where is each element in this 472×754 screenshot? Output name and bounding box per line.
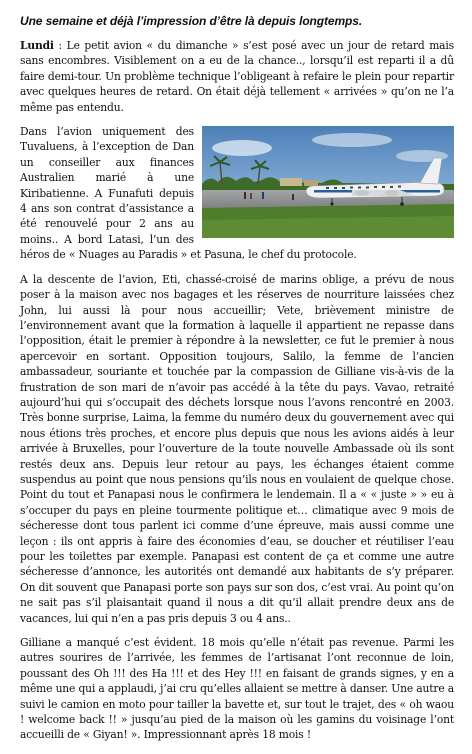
airplane-photo (202, 126, 454, 238)
building (304, 180, 318, 186)
paragraph-on-plane: Dans l’avion uniquement des Tuvaluens, à l’exception de Dan un conseiller aux finances Australien marié à une Kiribatienne. A Funafuti depuis 4 ans son contrat d’assistance a été renouvelé pour 2 ans au moins.. A bord Latasi, l’un des héros de « Nuages au Paradis » et Pasuna, le chef du protocole. (20, 125, 357, 262)
cloud (212, 140, 272, 156)
cloud (312, 133, 392, 147)
building (280, 178, 302, 186)
paragraph-monday-text: : Le petit avion « du dimanche » s’est posé avec un jour de retard mais sans encombres. Visiblement on a eu de la chance.., lorsqu’il est reparti il a dû faire demi-tour. Un problème technique l’obligeant à refaire le plein pour repartir avec quelques heures de retard. On était déjà tellement « arrivées » qu’on ne l’a même pas entendu. (20, 39, 454, 114)
photo-block (20, 124, 454, 263)
day-label: Lundi (20, 39, 54, 52)
article (20, 14, 454, 752)
paragraph-arrival: A la descente de l’avion, Eti, chassé-croisé de marins oblige, a prévu de nous poser à la maison avec nos bagages et les réserves de nourriture laissées chez John, lui aussi là pour nous accueillir; Vete, brièvement ministre de l’environnement avant que la formation à laquelle il appartient ne repasse dans l’opposition, était le premier à répondre à la newsletter, ce fut le premier à nous apercevoir en sortant. Opposition toujours, Salilo, la femme de l’ancien ambassadeur, souriante et touchée par la compassion de Gilliane vis-à-vis de la frustration de son mari de n’avoir pas accédé à la tête du pays. Vavao, retraité aujourd’hui qui s’occupait des déchets lorsque nous l’avons rencontré en 2003. Très bonne surprise, Laima, la femme du numéro deux du gouvernement avec qui nous étions très proches, et encore plus depuis que nous les avions aidés à leur arrivée à Bruxelles, pour l’ouverture de la toute nouvelle Ambassade où ils sont restés deux ans. Depuis leur retour au pays, les échanges étaient comme suspendus au point que nous pensions qu’ils nous en voulaient de quelque chose. Point du tout et Panapasi nous le confirmera le lendemain. Il a « « juste » » eu à s’occuper du pays en pleine tourmente politique et… climatique avec 9 mois de sécheresse dont tous parlent ici comme d’une épreuve, mais aussi comme une leçon : ils ont appris à faire des économies d’eau, se doucher et réutiliser l’eau pour les toilettes par exemple. Panapasi est content de ça et comme une autre sécheresse d’annonce, les autorités ont demandé aux habitants de s’y préparer. On dit souvent que Panapasi porte son pays sur son dos, c’est vrai. Au point qu’on ne sait pas s’il plaisantait quand il nous a dit qu’il allait prendre deux ans de vacances, lui qui n’en a pas pris depuis 3 ou 4 ans.. (20, 272, 454, 625)
paragraph-monday (20, 38, 454, 115)
article-title: Une semaine et déjà l’impression d’être là depuis longtemps. (20, 14, 363, 28)
paragraph-gilliane: Gilliane a manqué c’est évident. 18 mois qu’elle n’était pas revenue. Parmi les autres sourires de l’arrivée, les femmes de l’artisanat l’ont reconnue de loin, poussant des Oh !!! des Ha !!! et des Hey !!! en faisant de grands signes, y en a même une qui a applaudi, j’ai cru qu’elles allaient se mettre à danser. Une autre a suivi le camion en moto pour tailler la bavette et, sur tout le trajet, des « oh waou ! welcome back !! » jusqu’au pied de la maison où les gamins du voisinage l’ont accueilli de « Giyan! ». Impressionnant après 18 mois ! (20, 636, 454, 742)
